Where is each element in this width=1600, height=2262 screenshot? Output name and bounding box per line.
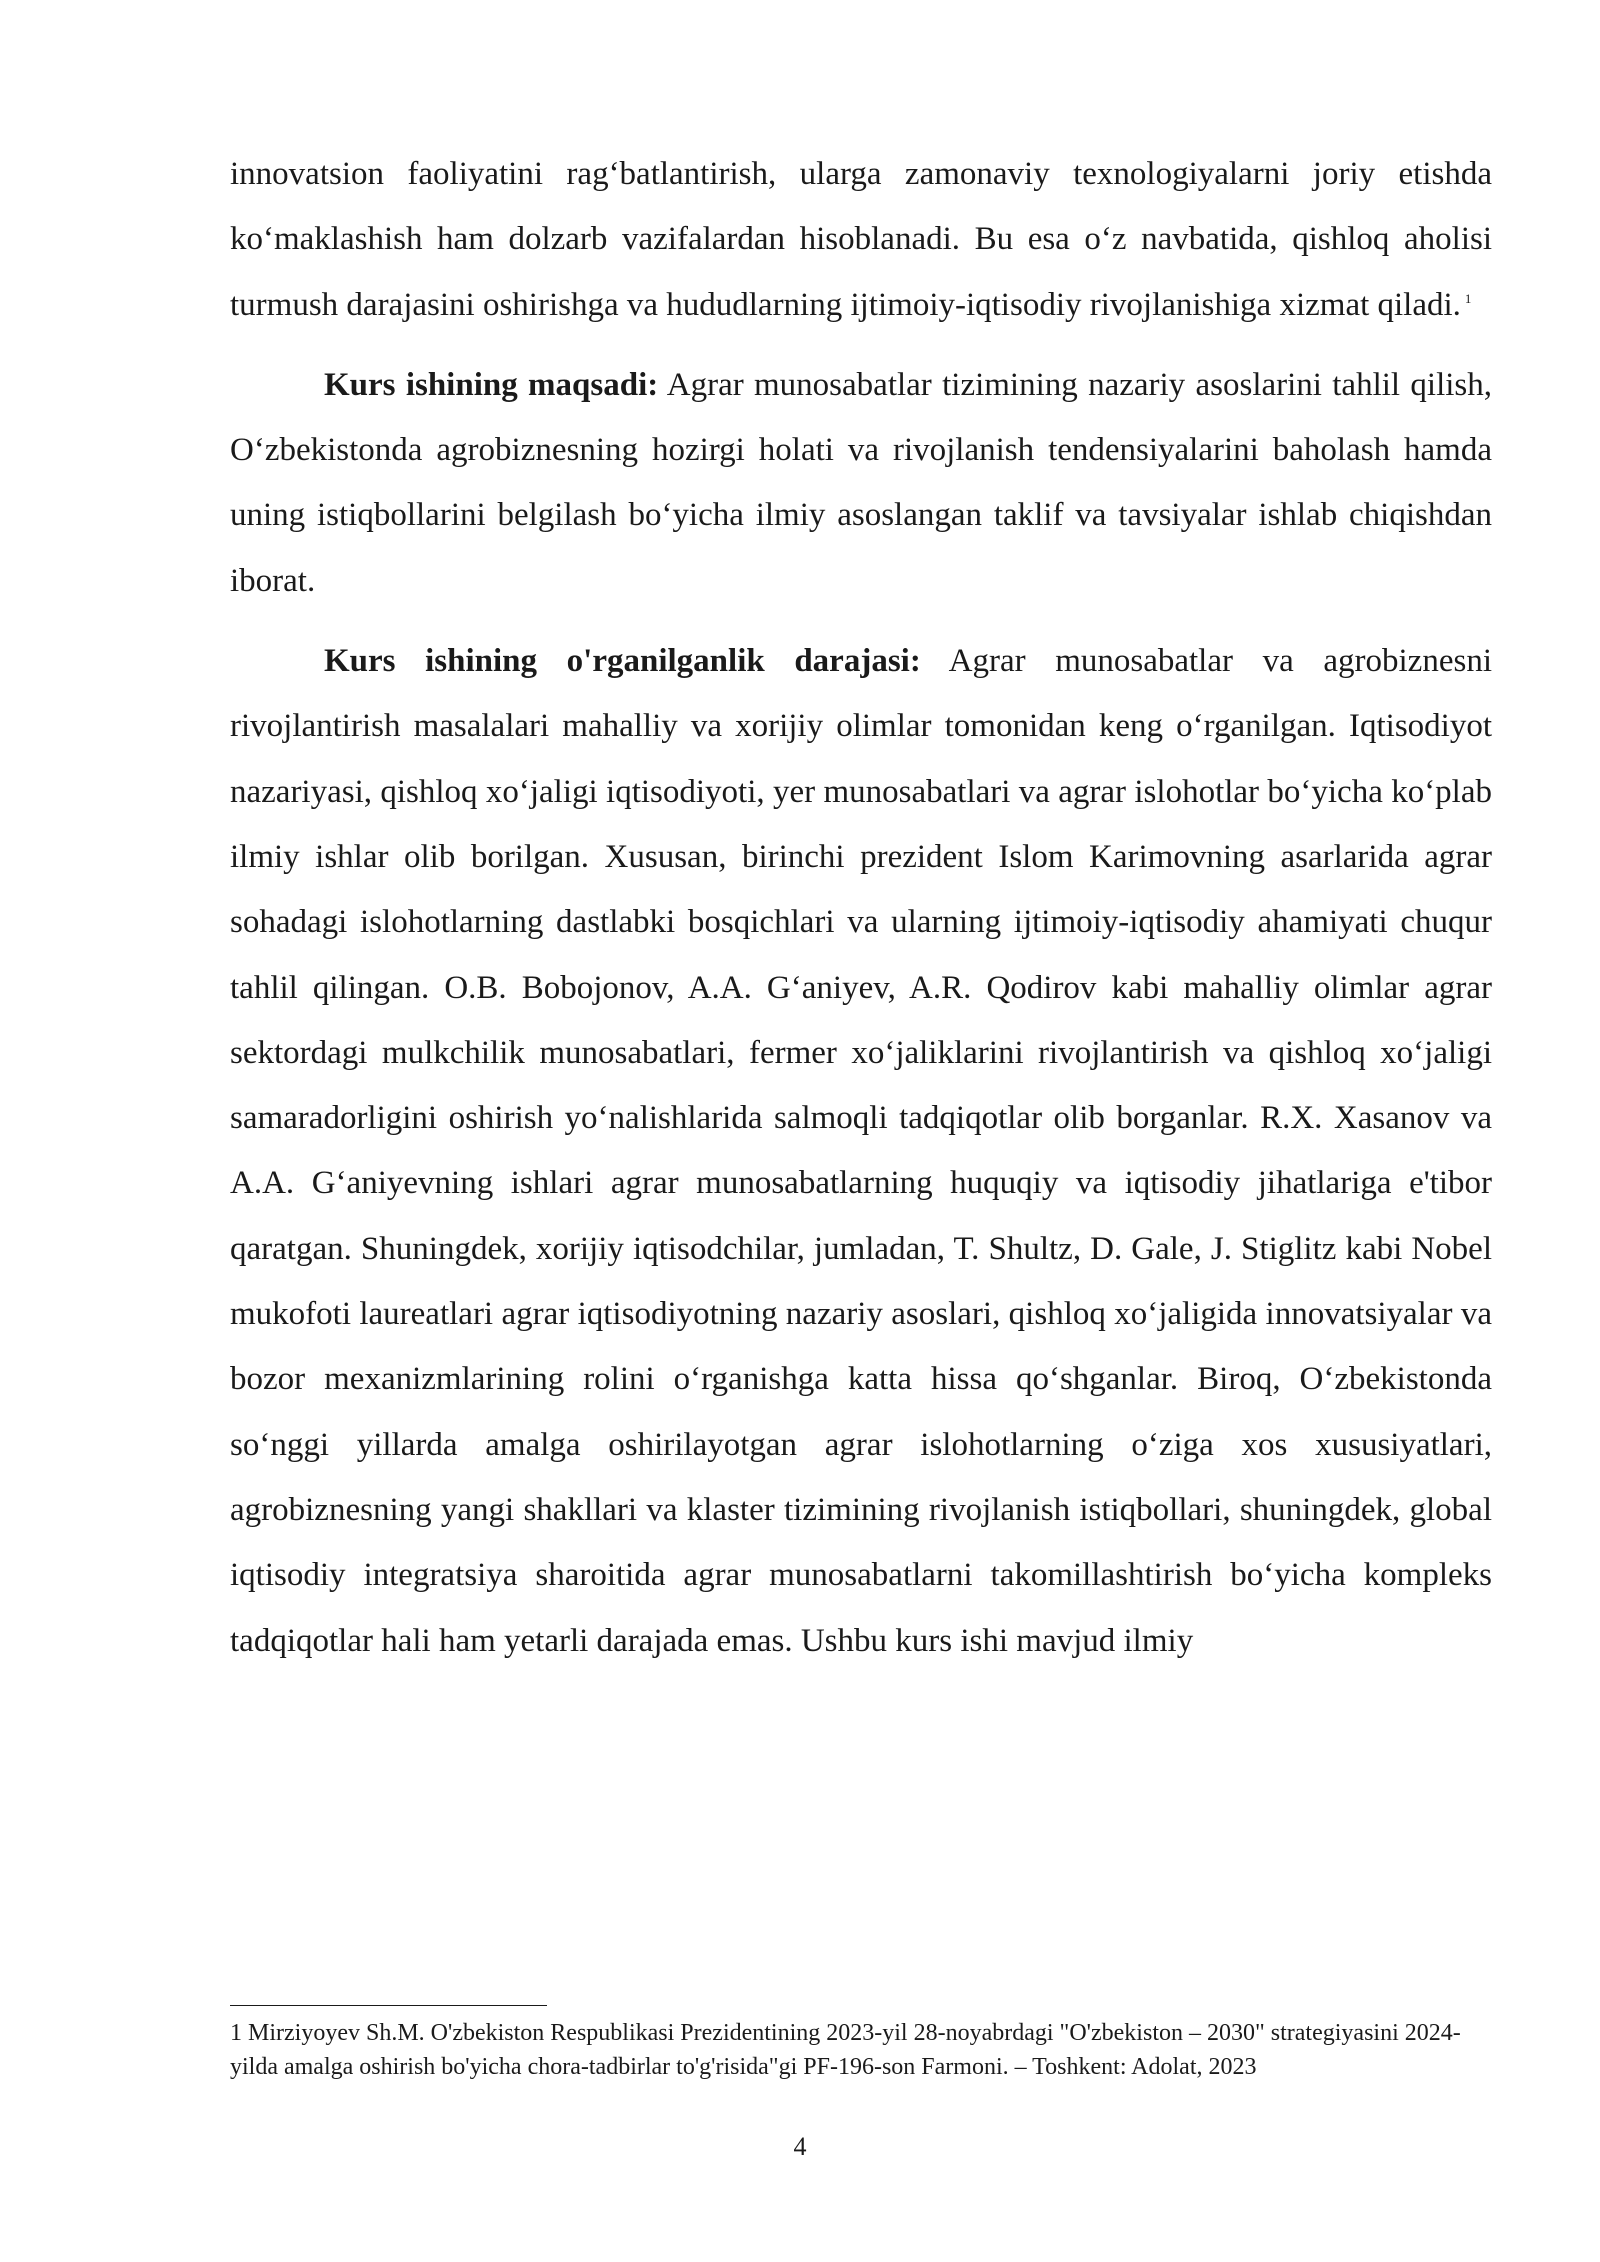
paragraph-lead: Kurs ishining maqsadi: [324,366,659,403]
footnote [230,2016,1492,2084]
footnote-text: Mirziyoyev Sh.M. O'zbekiston Respublikasi Prezidentining 2023-yil 28-noyabrdagi "O'zbekiston – 2030" strategiyasini 2024-yilda amalga oshirish bo'yicha chora-tadbirlar to'g'risida"gi PF-196-son Farmoni. – Toshkent: Adolat, 2023 [230,2020,1461,2080]
paragraph-lead: Kurs ishining o'rganilganlik darajasi: [324,643,921,680]
paragraph-study-level [230,629,1492,1674]
paragraph-continuation [230,142,1492,338]
footnote-reference[interactable]: 1 [1464,290,1472,306]
footnote-separator [230,2005,547,2006]
paragraph-text: innovatsion faoliyatini rag‘batlantirish, ularga zamonaviy texnologiyalarni joriy etishda ko‘maklashish ham dolzarb vazifalardan hisoblanadi. Bu esa o‘z navbatida, qishloq aholisi turmush darajasini oshirishga va hududlarning ijtimoiy-iqtisodiy rivojlanishiga xizmat qiladi. [230,156,1492,323]
paragraph-text: Agrar munosabatlar va agrobiznesni rivojlantirish masalalari mahalliy va xorijiy olimlar tomonidan keng o‘rganilgan. Iqtisodiyot nazariyasi, qishloq xo‘jaligi iqtisodiyoti, yer munosabatlari va agrar islohotlar bo‘yicha ko‘plab ilmiy ishlar olib borilgan. Xususan, birinchi prezident Islom Karimovning asarlarida agrar sohadagi islohotlarning dastlabki bosqichlari va ularning ijtimoiy-iqtisodiy ahamiyati chuqur tahlil qilingan. O.B. Bobojonov, A.A. G‘aniyev, A.R. Qodirov kabi mahalliy olimlar agrar sektordagi mulkchilik munosabatlari, fermer xo‘jaliklarini rivojlantirish va qishloq xo‘jaligi samaradorligini oshirish yo‘nalishlarida salmoqli tadqiqotlar olib borganlar. R.X. Xasanov va A.A. G‘aniyevning ishlari agrar munosabatlarning huquqiy va iqtisodiy jihatlariga e'tibor qaratgan. Shuningdek, xorijiy iqtisodchilar, jumladan, T. Shultz, D. Gale, J. Stiglitz kabi Nobel mukofoti laureatlari agrar iqtisodiyotning nazariy asoslari, qishloq xo‘jaligida innovatsiyalar va bozor mexanizmlarining rolini o‘rganishga katta hissa qo‘shganlar. Biroq, O‘zbekistonda so‘nggi yillarda amalga oshirilayotgan agrar islohotlarning o‘ziga xos xususiyatlari, agrobiznesning yangi shakllari va klaster tizimining rivojlanish istiqbollari, shuningdek, global iqtisodiy integratsiya sharoitida agrar munosabatlarni takomillashtirish bo‘yicha kompleks tadqiqotlar hali ham yetarli darajada emas. Ushbu kurs ishi mavjud ilmiy [230,643,1492,1659]
footnote-number: 1 [230,2020,242,2046]
page-number: 4 [793,2132,807,2161]
body-text [230,142,1492,1689]
paragraph-course-goal [230,353,1492,614]
paragraph-text: Agrar munosabatlar tizimining nazariy asoslarini tahlil qilish, O‘zbekistonda agrobiznesning hozirgi holati va rivojlanish tendensiyalarini baholash hamda uning istiqbollarini belgilash bo‘yicha ilmiy asoslangan taklif va tavsiyalar ishlab chiqishdan iborat. [230,366,1492,599]
